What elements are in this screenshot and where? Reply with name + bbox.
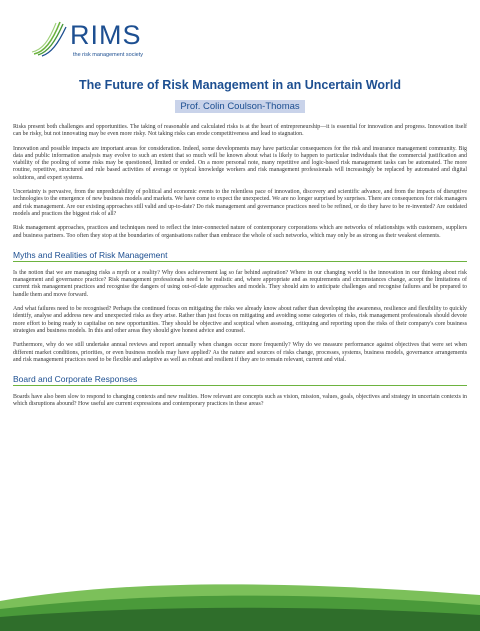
footer-wave-decoration	[0, 561, 480, 631]
body-paragraph: Risks present both challenges and opportunities. The taking of reasonable and calculated risks is at the heart of entrepreneurship—it is essential for innovation and progress. Innovation itself can be risky, but not innovating may be even more risky. Not taking risks can erode competitiveness and lead to stagnation.	[13, 124, 467, 138]
section-heading: Board and Corporate Responses	[13, 374, 467, 386]
section-heading: Myths and Realities of Risk Management	[13, 250, 467, 262]
body-paragraph: And what failures need to be recognised? Perhaps the continued focus on mitigating the risks we already know about rather than developing the awareness, resilience and flexibility to quickly identify, analyse and address new and unexpected risks as they arise. Rather than just focus on mitigating and avoiding some categories of risks, risk management professionals should devote more effort to being ready to capitalise on new opportunities. They should be objective and sceptical when assessing, critiquing and reporting upon the risks of their company's core business strategies and business models. In this and other areas they should give honest advice and counsel.	[13, 306, 467, 334]
body-paragraph: Innovation and possible impacts are important areas for consideration. Indeed, some developments may have particular consequences for the risk and insurance management community. Big data and public information analysis may evolve to such an extent that so much will be known about what is likely to happen to particular individuals that the commercial justification and viability of the pooling of some risks may be questioned, limited or ended. On a more personal note, many repetitive and logic-based risk management tasks can be automated. The more routine, repetitive, structured and rule based activities of average or typical knowledge workers and risk management professionals will increasingly be replaced by automated and digital solutions, and expert systems.	[13, 145, 467, 181]
rims-logo	[30, 14, 210, 64]
logo-wordmark: RIMS	[70, 20, 142, 50]
body-paragraph: Is the notion that we are managing risks a myth or a reality? Why does achievement lag so far behind aspiration? Where in our changing world is the innovation in our thinking about risk management and governance practice? Risk management professionals need to be realistic and, where appropriate and as requirements and circumstances change, accept the limitations of current risk management practices and recognise the dangers of using out-of-date approaches and models. They should aim to anticipate challenges and recognise failures and be prepared to handle them and move forward.	[13, 269, 467, 298]
body-paragraph: Boards have also been slow to respond to changing contexts and new realities. How relevant are concepts such as vision, mission, values, goals, objectives and strategy in uncertain contexts in which disruptions abound? How useful are current expressions and contemporary practices in these areas?	[13, 394, 467, 408]
body-paragraph: Uncertainty is pervasive, from the unpredictability of political and economic events to the relentless pace of innovation, discovery and scientific advance, and from the impacts of disruptive technologies to the emergence of new business models and markets. We have come to expect the unexpected. We are no longer surprised by surprises. There are consequences for risk managers and risk management. Are our existing approaches still valid and up-to-date? Do risk management and governance practices need to be refined, or do they have to be re-invented? Are outdated models and practices the biggest risk of all?	[13, 189, 468, 217]
article-author: Prof. Colin Coulson-Thomas	[175, 100, 304, 113]
body-paragraph: Furthermore, why do we still undertake annual reviews and report annually when changes occur more frequently? Why do we measure performance against objectives that were set when different market conditions, priorities, or even business models may have applied? As the nature and sources of risks change, processes, systems, business models, governance arrangements and risk management practices need to be flexible and adaptive as well as robust and resilient if they are to remain relevant, current and vital.	[13, 342, 467, 363]
article-body	[13, 124, 467, 416]
logo-tagline: the risk management society	[73, 52, 144, 58]
section-heading-myths	[13, 250, 467, 262]
section-heading-board	[13, 374, 467, 386]
article-title: The Future of Risk Management in an Uncertain World	[78, 78, 402, 92]
body-paragraph: Risk management approaches, practices and techniques need to reflect the inter-connected nature of contemporary corporations which are networks of relationships with customers, suppliers and business partners. Too often they stop at the boundaries of organisations rather than embrace the whole of such networks, which may only be as strong as their weakest elements.	[13, 225, 467, 239]
